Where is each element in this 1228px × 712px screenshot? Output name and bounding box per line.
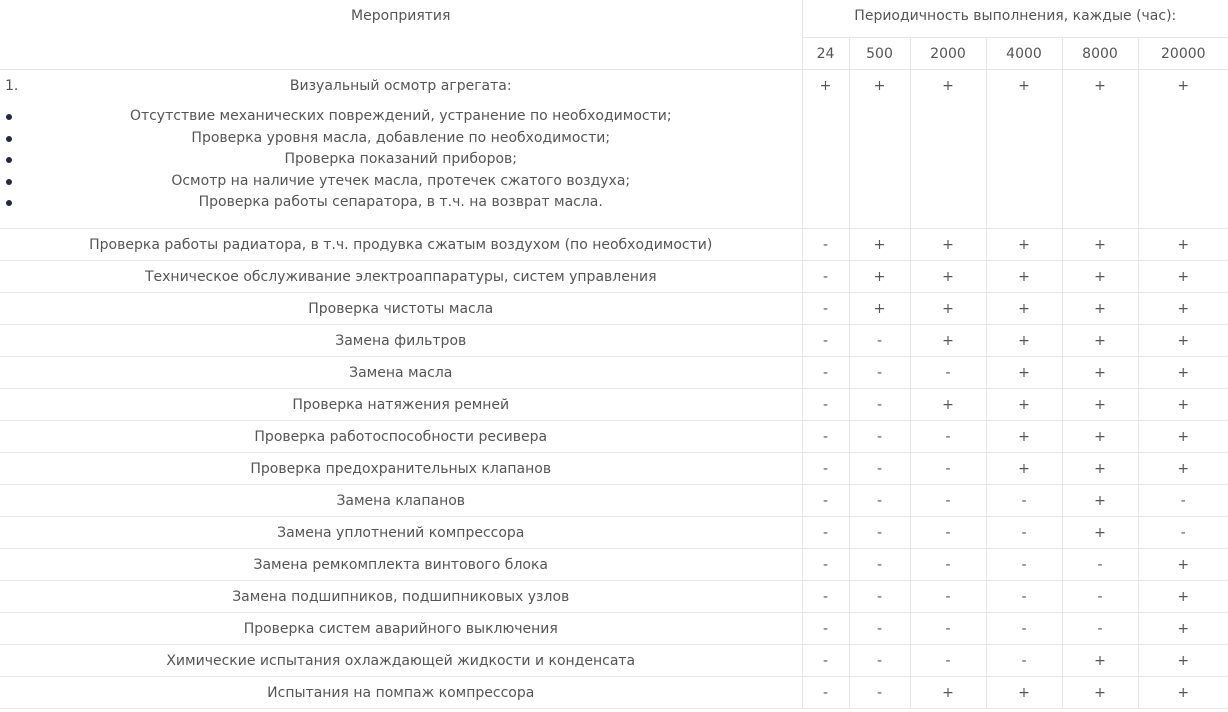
mark-cell: - [802, 357, 849, 389]
mark-cell: - [910, 581, 986, 613]
mark-cell: - [802, 325, 849, 357]
activity-cell: Проверка чистоты масла [0, 293, 802, 325]
mark-cell: + [1062, 453, 1138, 485]
mark-cell: + [849, 261, 910, 293]
mark-cell: - [910, 517, 986, 549]
mark-cell: - [849, 389, 910, 421]
mark-cell: + [1138, 677, 1228, 709]
mark-cell: + [910, 229, 986, 261]
table-row [0, 357, 1228, 389]
table-row [0, 421, 1228, 453]
table-row [0, 293, 1228, 325]
list-item: Проверка показаний приборов; [0, 149, 802, 171]
mark-cell: + [1062, 357, 1138, 389]
mark-cell: - [849, 357, 910, 389]
activity-cell: Проверка систем аварийного выключения [0, 613, 802, 645]
interval-header: 4000 [986, 38, 1062, 70]
mark-cell: + [1138, 70, 1228, 229]
mark-cell: + [986, 325, 1062, 357]
mark-cell: + [910, 677, 986, 709]
bullet-icon [6, 200, 12, 206]
mark-cell: + [986, 261, 1062, 293]
table-row [0, 549, 1228, 581]
mark-cell: - [910, 549, 986, 581]
interval-header: 24 [802, 38, 849, 70]
mark-cell: - [802, 261, 849, 293]
mark-cell: - [802, 549, 849, 581]
mark-cell: - [910, 485, 986, 517]
mark-cell: - [986, 517, 1062, 549]
activity-cell: Замена ремкомплекта винтового блока [0, 549, 802, 581]
table-row [0, 261, 1228, 293]
activity-cell: Замена клапанов [0, 485, 802, 517]
mark-cell: + [849, 70, 910, 229]
mark-cell: + [986, 677, 1062, 709]
bullet-icon [6, 114, 12, 120]
mark-cell: - [1138, 517, 1228, 549]
mark-cell: - [802, 389, 849, 421]
table-row [0, 677, 1228, 709]
mark-cell: - [986, 581, 1062, 613]
mark-cell: + [1138, 421, 1228, 453]
list-item: Проверка работы сепаратора, в т.ч. на возврат масла. [0, 192, 802, 214]
mark-cell: - [910, 357, 986, 389]
mark-cell: + [910, 389, 986, 421]
mark-cell: + [986, 357, 1062, 389]
mark-cell: - [802, 517, 849, 549]
mark-cell: + [1062, 677, 1138, 709]
mark-cell: - [849, 485, 910, 517]
mark-cell: + [986, 389, 1062, 421]
mark-cell: - [802, 581, 849, 613]
mark-cell: + [1062, 293, 1138, 325]
bullet-icon [6, 136, 12, 142]
mark-cell: + [986, 293, 1062, 325]
table-row [0, 581, 1228, 613]
mark-cell: - [849, 613, 910, 645]
activity-cell: Замена подшипников, подшипниковых узлов [0, 581, 802, 613]
mark-cell: + [1138, 229, 1228, 261]
table-row [0, 70, 1228, 229]
mark-cell: - [849, 325, 910, 357]
mark-cell: + [1062, 517, 1138, 549]
periodicity-header: Периодичность выполнения, каждые (час): [802, 0, 1228, 38]
mark-cell: + [986, 453, 1062, 485]
list-item: Осмотр на наличие утечек масла, протечек сжатого воздуха; [0, 171, 802, 193]
mark-cell: + [910, 325, 986, 357]
table-row [0, 229, 1228, 261]
mark-cell: + [1062, 389, 1138, 421]
activity-cell: Замена фильтров [0, 325, 802, 357]
interval-header: 8000 [1062, 38, 1138, 70]
mark-cell: - [986, 485, 1062, 517]
mark-cell: - [1062, 613, 1138, 645]
row-number: 1. [5, 78, 19, 94]
mark-cell: - [802, 229, 849, 261]
mark-cell: - [986, 613, 1062, 645]
mark-cell: - [802, 645, 849, 677]
table-row [0, 389, 1228, 421]
mark-cell: + [1138, 581, 1228, 613]
mark-cell: + [910, 293, 986, 325]
interval-header: 500 [849, 38, 910, 70]
mark-cell: + [1138, 293, 1228, 325]
list-item: Отсутствие механических повреждений, устранение по необходимости; [0, 106, 802, 128]
mark-cell: - [849, 581, 910, 613]
mark-cell: - [802, 613, 849, 645]
mark-cell: + [1138, 453, 1228, 485]
mark-cell: - [910, 453, 986, 485]
table-row [0, 517, 1228, 549]
mark-cell: + [1062, 261, 1138, 293]
mark-cell: + [802, 70, 849, 229]
mark-cell: + [986, 229, 1062, 261]
activity-cell: Проверка работоспособности ресивера [0, 421, 802, 453]
mark-cell: - [1138, 485, 1228, 517]
interval-header: 2000 [910, 38, 986, 70]
activity-cell: Проверка натяжения ремней [0, 389, 802, 421]
mark-cell: + [1138, 549, 1228, 581]
mark-cell: + [1062, 485, 1138, 517]
mark-cell: - [1062, 581, 1138, 613]
mark-cell: - [849, 421, 910, 453]
activity-cell: Проверка предохранительных клапанов [0, 453, 802, 485]
mark-cell: + [1062, 70, 1138, 229]
activity-cell [0, 70, 802, 229]
mark-cell: + [1062, 325, 1138, 357]
mark-cell: - [802, 677, 849, 709]
mark-cell: + [1062, 645, 1138, 677]
mark-cell: - [849, 453, 910, 485]
mark-cell: - [910, 645, 986, 677]
table-row [0, 325, 1228, 357]
table-row [0, 613, 1228, 645]
activity-cell: Замена уплотнений компрессора [0, 517, 802, 549]
mark-cell: - [849, 645, 910, 677]
interval-header: 20000 [1138, 38, 1228, 70]
checklist [0, 106, 802, 214]
mark-cell: - [802, 293, 849, 325]
activity-cell: Техническое обслуживание электроаппаратуры, систем управления [0, 261, 802, 293]
mark-cell: - [802, 485, 849, 517]
mark-cell: - [849, 677, 910, 709]
table-row [0, 485, 1228, 517]
mark-cell: + [986, 70, 1062, 229]
mark-cell: - [1062, 549, 1138, 581]
mark-cell: + [1138, 645, 1228, 677]
mark-cell: - [986, 549, 1062, 581]
bullet-icon [6, 157, 12, 163]
table-row [0, 453, 1228, 485]
mark-cell: - [910, 421, 986, 453]
activity-cell: Испытания на помпаж компрессора [0, 677, 802, 709]
mark-cell: - [849, 517, 910, 549]
table-row [0, 645, 1228, 677]
mark-cell: + [910, 261, 986, 293]
mark-cell: + [1062, 421, 1138, 453]
mark-cell: + [1138, 389, 1228, 421]
mark-cell: - [986, 645, 1062, 677]
mark-cell: + [849, 229, 910, 261]
mark-cell: - [802, 421, 849, 453]
mark-cell: - [802, 453, 849, 485]
activity-cell: Замена масла [0, 357, 802, 389]
activities-header: Мероприятия [0, 0, 802, 70]
activity-cell: Проверка работы радиатора, в т.ч. продувка сжатым воздухом (по необходимости) [0, 229, 802, 261]
list-item: Проверка уровня масла, добавление по необходимости; [0, 128, 802, 150]
bullet-icon [6, 179, 12, 185]
mark-cell: + [1138, 613, 1228, 645]
mark-cell: + [1138, 261, 1228, 293]
mark-cell: - [849, 549, 910, 581]
mark-cell: + [1138, 357, 1228, 389]
mark-cell: + [910, 70, 986, 229]
mark-cell: + [1062, 229, 1138, 261]
activity-title: Визуальный осмотр агрегата: [289, 78, 512, 94]
activity-cell: Химические испытания охлаждающей жидкости и конденсата [0, 645, 802, 677]
mark-cell: - [910, 613, 986, 645]
mark-cell: + [849, 293, 910, 325]
mark-cell: + [986, 421, 1062, 453]
mark-cell: + [1138, 325, 1228, 357]
